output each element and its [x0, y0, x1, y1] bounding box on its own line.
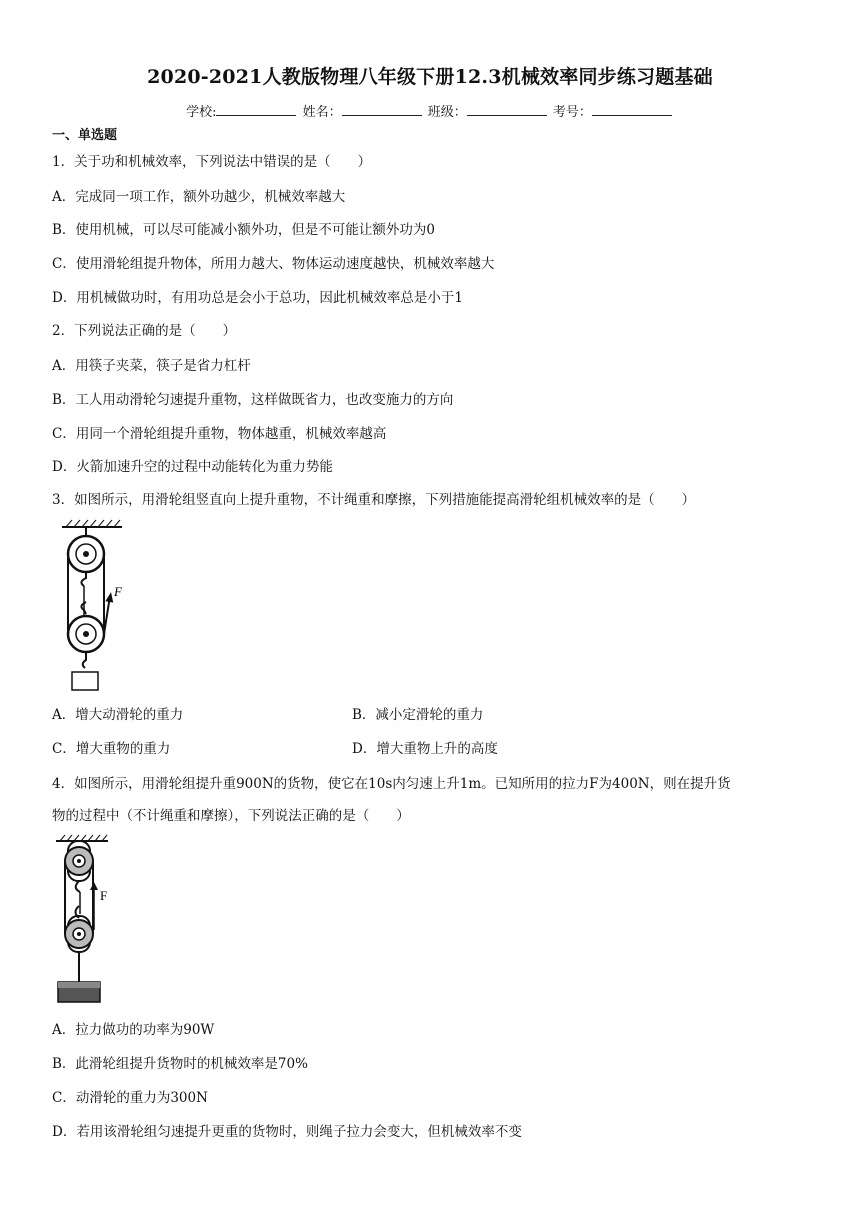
q3-option-d: D．增大重物上升的高度	[352, 741, 498, 757]
number-blank[interactable]	[592, 103, 672, 116]
name-label: 姓名：	[302, 105, 342, 120]
q4-force-label: F	[100, 888, 108, 903]
school-blank[interactable]	[216, 103, 296, 116]
class-label: 班级：	[427, 105, 467, 120]
section-heading: 一、单选题	[52, 128, 118, 143]
q1-option-a: A．完成同一项工作，额外功越少，机械效率越大	[52, 189, 346, 205]
q2-option-a: A．用筷子夹菜，筷子是省力杠杆	[52, 358, 251, 374]
name-blank[interactable]	[342, 103, 422, 116]
q1-option-b: B．使用机械，可以尽可能减小额外功，但是不可能让额外功为0	[52, 222, 436, 238]
student-info-row	[0, 101, 860, 120]
q4-pulley-figure	[54, 834, 124, 1006]
q4-option-c: C．动滑轮的重力为300N	[52, 1090, 208, 1106]
q1-stem: 1．关于功和机械效率，下列说法中错误的是（ ）	[52, 154, 372, 170]
class-blank[interactable]	[467, 103, 547, 116]
q1-option-c: C．使用滑轮组提升物体，所用力越大、物体运动速度越快，机械效率越大	[52, 256, 495, 272]
q3-stem: 3．如图所示，用滑轮组竖直向上提升重物，不计绳重和摩擦，下列措施能提高滑轮组机械效率的是（ ）	[52, 492, 696, 508]
q4-stem-line1: 4．如图所示，用滑轮组提升重900N的货物，使它在10s内匀速上升1m。已知所用的拉力F为400N，则在提升货	[52, 776, 731, 792]
q4-option-a: A．拉力做功的功率为90W	[52, 1022, 215, 1038]
q2-stem: 2．下列说法正确的是（ ）	[52, 323, 237, 339]
q3-force-label: F	[114, 584, 122, 599]
q2-option-b: B．工人用动滑轮匀速提升重物，这样做既省力，也改变施力的方向	[52, 392, 454, 408]
q3-pulley-figure	[58, 518, 148, 696]
school-label: 学校:	[186, 105, 217, 120]
number-label: 考号：	[552, 105, 592, 120]
page-title: 2020-2021人教版物理八年级下册12.3机械效率同步练习题基础	[147, 66, 713, 88]
q3-option-c: C．增大重物的重力	[52, 741, 171, 757]
q4-stem-line2: 物的过程中（不计绳重和摩擦），下列说法正确的是（ ）	[52, 808, 410, 824]
q1-option-d: D．用机械做功时，有用功总是会小于总功，因此机械效率总是小于1	[52, 290, 463, 306]
q4-option-b: B．此滑轮组提升货物时的机械效率是70%	[52, 1056, 308, 1072]
q3-option-a: A．增大动滑轮的重力	[52, 707, 184, 723]
q2-option-d: D．火箭加速升空的过程中动能转化为重力势能	[52, 459, 333, 475]
q3-option-b: B．减小定滑轮的重力	[352, 707, 484, 723]
q2-option-c: C．用同一个滑轮组提升重物，物体越重，机械效率越高	[52, 426, 387, 442]
q4-option-d: D．若用该滑轮组匀速提升更重的货物时，则绳子拉力会变大，但机械效率不变	[52, 1124, 522, 1140]
